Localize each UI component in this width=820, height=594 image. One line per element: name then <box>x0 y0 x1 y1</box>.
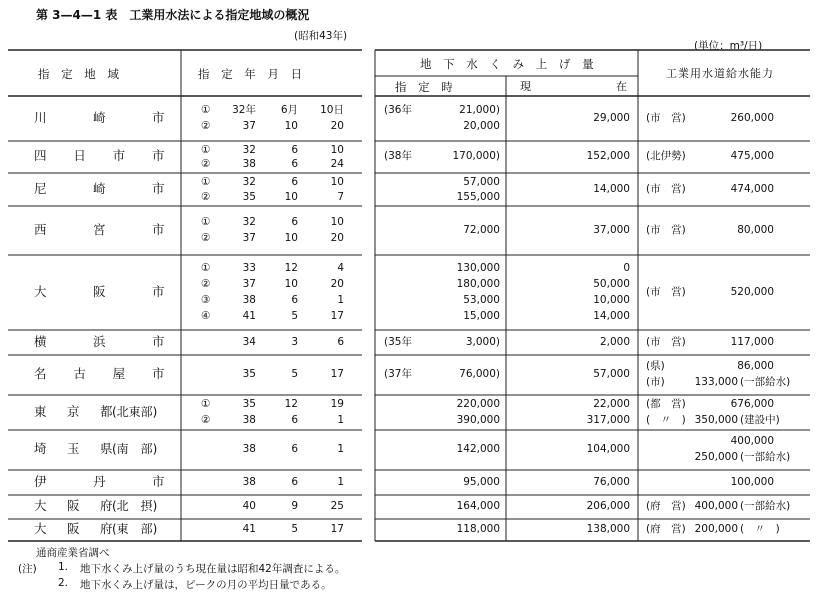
supplier-label: (府 営) <box>646 523 686 535</box>
region-sub: (北東部) <box>112 404 158 419</box>
groundwater-present: 152,000 <box>586 150 630 162</box>
groundwater-designated: 180,000 <box>456 277 500 290</box>
note-label: (注) <box>18 563 37 575</box>
note-1: 地下水くみ上げ量のうち現在量は昭和42年調査による。 <box>80 563 346 575</box>
date-year: 38 <box>242 158 256 170</box>
date-day: 25 <box>330 500 344 512</box>
circled-number: ② <box>201 413 211 426</box>
date-month: 6 <box>291 144 298 156</box>
date-month: 12 <box>284 398 298 410</box>
groundwater-designated: 142,000 <box>456 443 500 455</box>
supply-capacity: 400,000 <box>694 500 738 512</box>
circled-number: ③ <box>201 293 211 306</box>
header-date: 指 定 年 月 日 <box>198 67 307 81</box>
date-day: 20 <box>330 231 344 244</box>
date-year: 34 <box>242 335 256 348</box>
region-char: 阪 <box>93 283 106 299</box>
groundwater-designated: 53,000 <box>463 293 500 306</box>
groundwater-year-prefix: (35年 <box>384 335 412 348</box>
date-year: 41 <box>242 523 256 535</box>
date-month: 10 <box>284 119 298 132</box>
date-month: 6 <box>291 293 298 306</box>
date-year: 41 <box>242 309 256 322</box>
circled-number: ① <box>201 215 211 228</box>
supply-capacity: 200,000 <box>694 523 738 535</box>
date-year: 32 <box>242 215 256 228</box>
date-day: 17 <box>330 309 344 322</box>
groundwater-designated: 130,000 <box>456 261 500 274</box>
circled-number: ① <box>201 103 211 116</box>
groundwater-present: 22,000 <box>593 398 630 410</box>
region-char: 府 <box>100 521 113 536</box>
circled-number: ② <box>201 190 211 203</box>
groundwater-designated: 118,000 <box>456 523 500 535</box>
date-year: 37 <box>242 119 256 132</box>
note-1-number: 1. <box>58 561 69 573</box>
groundwater-present: 29,000 <box>593 111 630 124</box>
date-day: 7 <box>337 190 344 203</box>
header-designated-time: 指 定 時 <box>395 80 457 94</box>
header-present-2: 在 <box>616 80 628 93</box>
date-day: 4 <box>337 261 344 274</box>
groundwater-designated: 95,000 <box>463 475 500 488</box>
groundwater-year-prefix: (38年 <box>384 150 412 162</box>
date-year: 32 <box>242 144 256 156</box>
region-char: 屋 <box>112 366 126 381</box>
date-month: 12 <box>284 261 298 274</box>
date-day: 10日 <box>320 103 344 116</box>
date-day: 1 <box>337 475 344 488</box>
region-char: 崎 <box>93 180 106 196</box>
groundwater-present: 57,000 <box>593 368 630 380</box>
region-char: 大 <box>34 283 47 299</box>
date-year: 38 <box>242 413 256 426</box>
date-month: 6 <box>291 413 298 426</box>
region-sub: (東 部) <box>112 522 158 536</box>
date-day: 20 <box>330 277 344 290</box>
date-year: 38 <box>242 293 256 306</box>
groundwater-present: 14,000 <box>593 182 630 195</box>
date-month: 6 <box>291 176 298 188</box>
region-char: 埼 <box>34 441 47 456</box>
circled-number: ② <box>201 119 211 132</box>
date-year: 35 <box>242 368 256 380</box>
date-month: 10 <box>284 190 298 203</box>
date-month: 6月 <box>280 103 298 116</box>
header-region: 指 定 地 域 <box>38 67 123 81</box>
source-note: 通商産業省調べ <box>36 547 110 559</box>
table-title: 第 3—4—1 表 工業用水法による指定地域の概況 <box>36 8 310 22</box>
supplier-label: (市) <box>646 376 665 388</box>
groundwater-present: 317,000 <box>586 413 630 426</box>
date-day: 1 <box>337 293 344 306</box>
groundwater-designated: 76,000) <box>459 368 500 380</box>
region-char: 市 <box>152 283 165 299</box>
groundwater-designated: 164,000 <box>456 500 500 512</box>
region-char: 名 <box>34 366 47 381</box>
circled-number: ④ <box>201 309 211 322</box>
region-char: 都 <box>100 403 113 419</box>
groundwater-present: 2,000 <box>599 335 630 348</box>
date-day: 10 <box>330 176 344 188</box>
region-char: 尼 <box>34 180 47 196</box>
supply-capacity: 80,000 <box>737 223 774 236</box>
region-char: 県 <box>100 441 113 456</box>
capacity-note: (建設中) <box>740 413 780 426</box>
circled-number: ① <box>201 398 211 410</box>
supplier-label: (都 営) <box>646 398 686 410</box>
date-year: 35 <box>242 398 256 410</box>
region-char: 京 <box>67 403 80 419</box>
header-groundwater: 地 下 水 く み 上 げ 量 <box>420 57 598 71</box>
groundwater-designated: 15,000 <box>463 309 500 322</box>
region-char: 市 <box>152 109 165 125</box>
region-char: 横 <box>34 333 47 349</box>
groundwater-present: 0 <box>623 261 630 274</box>
capacity-note: (一部給水) <box>740 451 791 463</box>
supplier-label: (市 営) <box>646 111 686 124</box>
region-char: 四 <box>34 148 47 163</box>
groundwater-present: 50,000 <box>593 277 630 290</box>
groundwater-present: 76,000 <box>593 475 630 488</box>
supplier-label: (府 営) <box>646 500 686 512</box>
supply-capacity: 260,000 <box>730 111 774 124</box>
region-char: 宮 <box>93 221 106 237</box>
region-char: 東 <box>34 403 47 419</box>
groundwater-present: 37,000 <box>593 223 630 236</box>
date-day: 17 <box>330 523 344 535</box>
date-day: 6 <box>337 335 344 348</box>
region-char: 大 <box>34 498 47 513</box>
region-char: 丹 <box>93 473 106 489</box>
unit-label: (単位：m³/日) <box>694 40 763 52</box>
date-day: 17 <box>330 368 344 380</box>
supplier-label: (市 営) <box>646 182 686 195</box>
circled-number: ② <box>201 277 211 290</box>
groundwater-designated: 72,000 <box>463 223 500 236</box>
region-char: 古 <box>73 366 86 381</box>
date-year: 37 <box>242 277 256 290</box>
date-day: 20 <box>330 119 344 132</box>
supplier-label: (市 営) <box>646 285 686 298</box>
groundwater-designated: 155,000 <box>456 190 500 203</box>
date-month: 5 <box>291 523 298 535</box>
date-month: 6 <box>291 158 298 170</box>
date-year: 33 <box>242 261 256 274</box>
region-char: 市 <box>152 148 165 163</box>
supply-capacity: 133,000 <box>694 376 738 388</box>
date-year: 32年 <box>232 103 256 116</box>
supply-capacity: 86,000 <box>737 360 774 372</box>
date-month: 6 <box>291 215 298 228</box>
date-year: 38 <box>242 443 256 455</box>
groundwater-year-prefix: (37年 <box>384 368 412 380</box>
region-char: 府 <box>100 498 113 513</box>
supplier-label: (北伊勢) <box>646 150 686 162</box>
supplier-label: (市 営) <box>646 223 686 236</box>
capacity-note: (一部給水) <box>740 500 791 512</box>
circled-number: ② <box>201 231 211 244</box>
circled-number: ① <box>201 144 211 156</box>
date-year: 38 <box>242 475 256 488</box>
region-char: 市 <box>152 473 165 489</box>
date-day: 10 <box>330 144 344 156</box>
date-month: 3 <box>291 335 298 348</box>
date-day: 19 <box>330 398 344 410</box>
supply-capacity: 520,000 <box>730 285 774 298</box>
groundwater-designated: 390,000 <box>456 413 500 426</box>
region-char: 崎 <box>93 109 106 125</box>
region-char: 市 <box>152 366 165 381</box>
supply-capacity: 117,000 <box>730 335 774 348</box>
region-char: 市 <box>152 221 165 237</box>
groundwater-present: 206,000 <box>586 500 630 512</box>
date-year: 35 <box>242 190 256 203</box>
supplier-label: (県) <box>646 360 665 372</box>
region-char: 川 <box>34 109 47 125</box>
date-month: 10 <box>284 277 298 290</box>
region-sub: (北 摂) <box>112 499 158 513</box>
circled-number: ① <box>201 176 211 188</box>
groundwater-present: 14,000 <box>593 309 630 322</box>
supply-capacity: 250,000 <box>694 451 738 463</box>
supply-capacity: 100,000 <box>730 475 774 488</box>
region-char: 市 <box>152 180 165 196</box>
region-char: 浜 <box>93 333 106 349</box>
supply-capacity: 400,000 <box>730 435 774 447</box>
region-sub: (南 部) <box>112 442 158 456</box>
groundwater-designated: 20,000 <box>463 119 500 132</box>
era-label: (昭和43年) <box>294 30 348 42</box>
date-year: 40 <box>242 500 256 512</box>
groundwater-year-prefix: (36年 <box>384 103 412 116</box>
groundwater-present: 138,000 <box>586 523 630 535</box>
header-present-1: 現 <box>520 80 532 93</box>
region-char: 市 <box>152 333 165 349</box>
date-month: 5 <box>291 368 298 380</box>
supplier-label: (市 営) <box>646 335 686 348</box>
region-char: 市 <box>112 148 126 163</box>
note-2-number: 2. <box>58 577 69 589</box>
region-char: 阪 <box>67 498 80 513</box>
date-month: 6 <box>291 443 298 455</box>
region-char: 日 <box>73 148 86 163</box>
groundwater-present: 10,000 <box>593 293 630 306</box>
supply-capacity: 350,000 <box>694 413 738 426</box>
date-month: 5 <box>291 309 298 322</box>
date-day: 1 <box>337 413 344 426</box>
region-char: 西 <box>34 221 47 237</box>
groundwater-designated: 21,000) <box>459 103 500 116</box>
circled-number: ② <box>201 158 211 170</box>
supply-capacity: 475,000 <box>730 150 774 162</box>
capacity-note: ( 〃 ) <box>740 523 780 535</box>
date-day: 24 <box>330 158 344 170</box>
date-year: 37 <box>242 231 256 244</box>
groundwater-designated: 57,000 <box>463 176 500 188</box>
note-2: 地下水くみ上げ量は，ピークの月の平均日量である。 <box>80 579 332 591</box>
date-month: 10 <box>284 231 298 244</box>
date-month: 9 <box>291 500 298 512</box>
circled-number: ① <box>201 261 211 274</box>
groundwater-designated: 3,000) <box>465 335 500 348</box>
supplier-label: ( 〃 ) <box>646 413 686 426</box>
date-year: 32 <box>242 176 256 188</box>
groundwater-designated: 220,000 <box>456 398 500 410</box>
capacity-note: (一部給水) <box>740 376 791 388</box>
date-month: 6 <box>291 475 298 488</box>
groundwater-present: 104,000 <box>586 443 630 455</box>
region-char: 阪 <box>67 521 80 536</box>
region-char: 伊 <box>34 473 47 489</box>
region-char: 玉 <box>67 441 80 456</box>
supply-capacity: 474,000 <box>730 182 774 195</box>
supply-capacity: 676,000 <box>730 398 774 410</box>
header-industrial: 工業用水道給水能力 <box>666 67 774 80</box>
date-day: 10 <box>330 215 344 228</box>
groundwater-designated: 170,000) <box>452 150 500 162</box>
date-day: 1 <box>337 443 344 455</box>
region-char: 大 <box>34 521 47 536</box>
